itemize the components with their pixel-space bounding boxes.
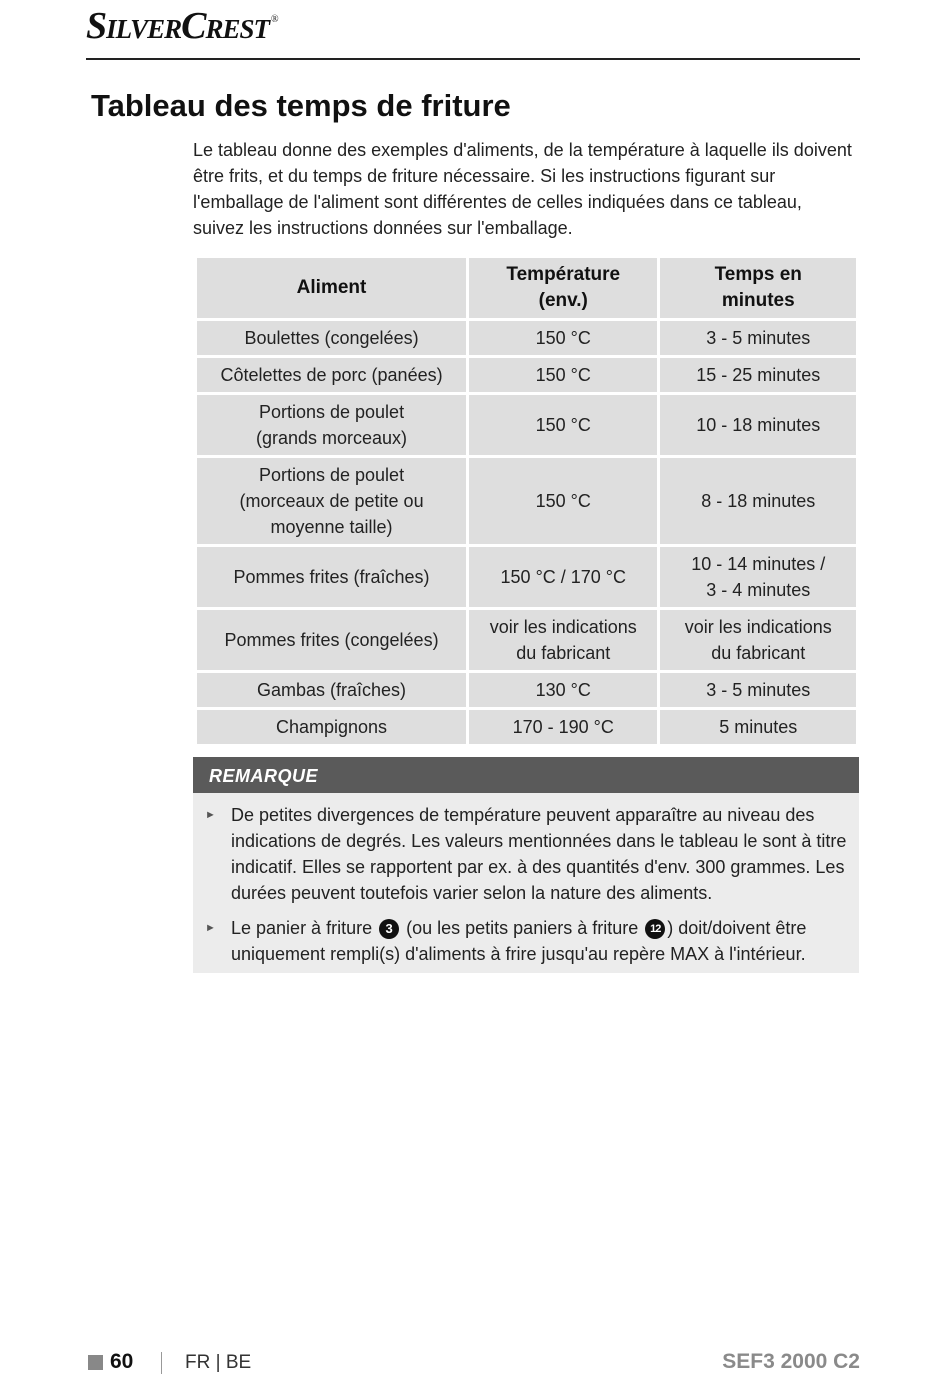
table-cell: Pommes frites (congelées) (196, 609, 468, 672)
column-header: Temps en minutes (659, 257, 858, 320)
table-cell: Portions de poulet (morceaux de petite ou moyenne taille) (196, 457, 468, 546)
table-cell: Pommes frites (fraîches) (196, 546, 468, 609)
table-cell: 10 - 18 minutes (659, 394, 858, 457)
model-number: SEF3 2000 C2 (722, 1350, 860, 1373)
list-item (193, 793, 859, 906)
table-row (196, 709, 858, 746)
table-cell: 150 °C (468, 320, 659, 357)
page-number: 60 (110, 1350, 134, 1373)
remark-text: ) doit/doivent être uniquement rempli(s) d'aliments à frire jusqu'au repère MAX à l'intérieur. (231, 918, 807, 964)
table-cell: voir les indications du fabricant (468, 609, 659, 672)
table-cell: 150 °C (468, 457, 659, 546)
brand-logo: SilverCrest ® (86, 5, 278, 47)
table-cell: Boulettes (congelées) (196, 320, 468, 357)
remark-list (193, 793, 859, 967)
bullet-arrow-icon: ► (205, 922, 216, 934)
table-cell: 130 °C (468, 672, 659, 709)
remark-heading: REMARQUE (193, 757, 859, 793)
table-cell: 15 - 25 minutes (659, 357, 858, 394)
remark-box (193, 757, 859, 973)
table-cell: 10 - 14 minutes / 3 - 4 minutes (659, 546, 858, 609)
table-cell: 150 °C / 170 °C (468, 546, 659, 609)
table-cell: 3 - 5 minutes (659, 672, 858, 709)
part-number-badge: 3 (379, 919, 399, 939)
remark-text: De petites divergences de température peuvent apparaître au niveau des indications de degrés. Les valeurs mentionnées dans le tableau le sont à titre indicatif. Elles se rapportent par ex. à des quantités d'env. 300 grammes. Les durées peuvent toutefois varier selon la nature des aliments. (231, 805, 847, 903)
intro-paragraph: Le tableau donne des exemples d'aliments, de la température à laquelle ils doivent être frits, et du temps de friture nécessaire. Si les instructions figurant sur l'emballage de l'aliment sont différentes de celles indiquées dans ce tableau, suivez les instructions données sur l'emballage. (193, 140, 852, 238)
frying-times-table (194, 255, 859, 747)
list-item (193, 906, 859, 967)
page-title: Tableau des temps de friture (91, 88, 511, 123)
table-cell: Côtelettes de porc (panées) (196, 357, 468, 394)
table-cell: 150 °C (468, 357, 659, 394)
table-row (196, 546, 858, 609)
table-row (196, 457, 858, 546)
bullet-arrow-icon: ► (205, 809, 216, 821)
table-cell: Gambas (fraîches) (196, 672, 468, 709)
table-row (196, 320, 858, 357)
table-row (196, 672, 858, 709)
table-cell: 3 - 5 minutes (659, 320, 858, 357)
table-cell: voir les indications du fabricant (659, 609, 858, 672)
footer-square-icon (88, 1355, 103, 1370)
column-header: Température (env.) (468, 257, 659, 320)
table-row (196, 394, 858, 457)
language-code: FR | BE (185, 1352, 252, 1373)
table-cell: Portions de poulet (grands morceaux) (196, 394, 468, 457)
table-header-row (196, 257, 858, 320)
table-cell: 170 - 190 °C (468, 709, 659, 746)
table-row (196, 609, 858, 672)
table-cell: 5 minutes (659, 709, 858, 746)
part-number-badge: 12 (645, 919, 665, 939)
table-row (196, 357, 858, 394)
footer-divider (161, 1352, 162, 1374)
column-header: Aliment (196, 257, 468, 320)
table-cell: 8 - 18 minutes (659, 457, 858, 546)
header-divider (86, 58, 860, 60)
table-cell: 150 °C (468, 394, 659, 457)
remark-text: Le panier à friture (231, 918, 373, 938)
table-cell: Champignons (196, 709, 468, 746)
remark-text: (ou les petits paniers à friture (406, 918, 639, 938)
